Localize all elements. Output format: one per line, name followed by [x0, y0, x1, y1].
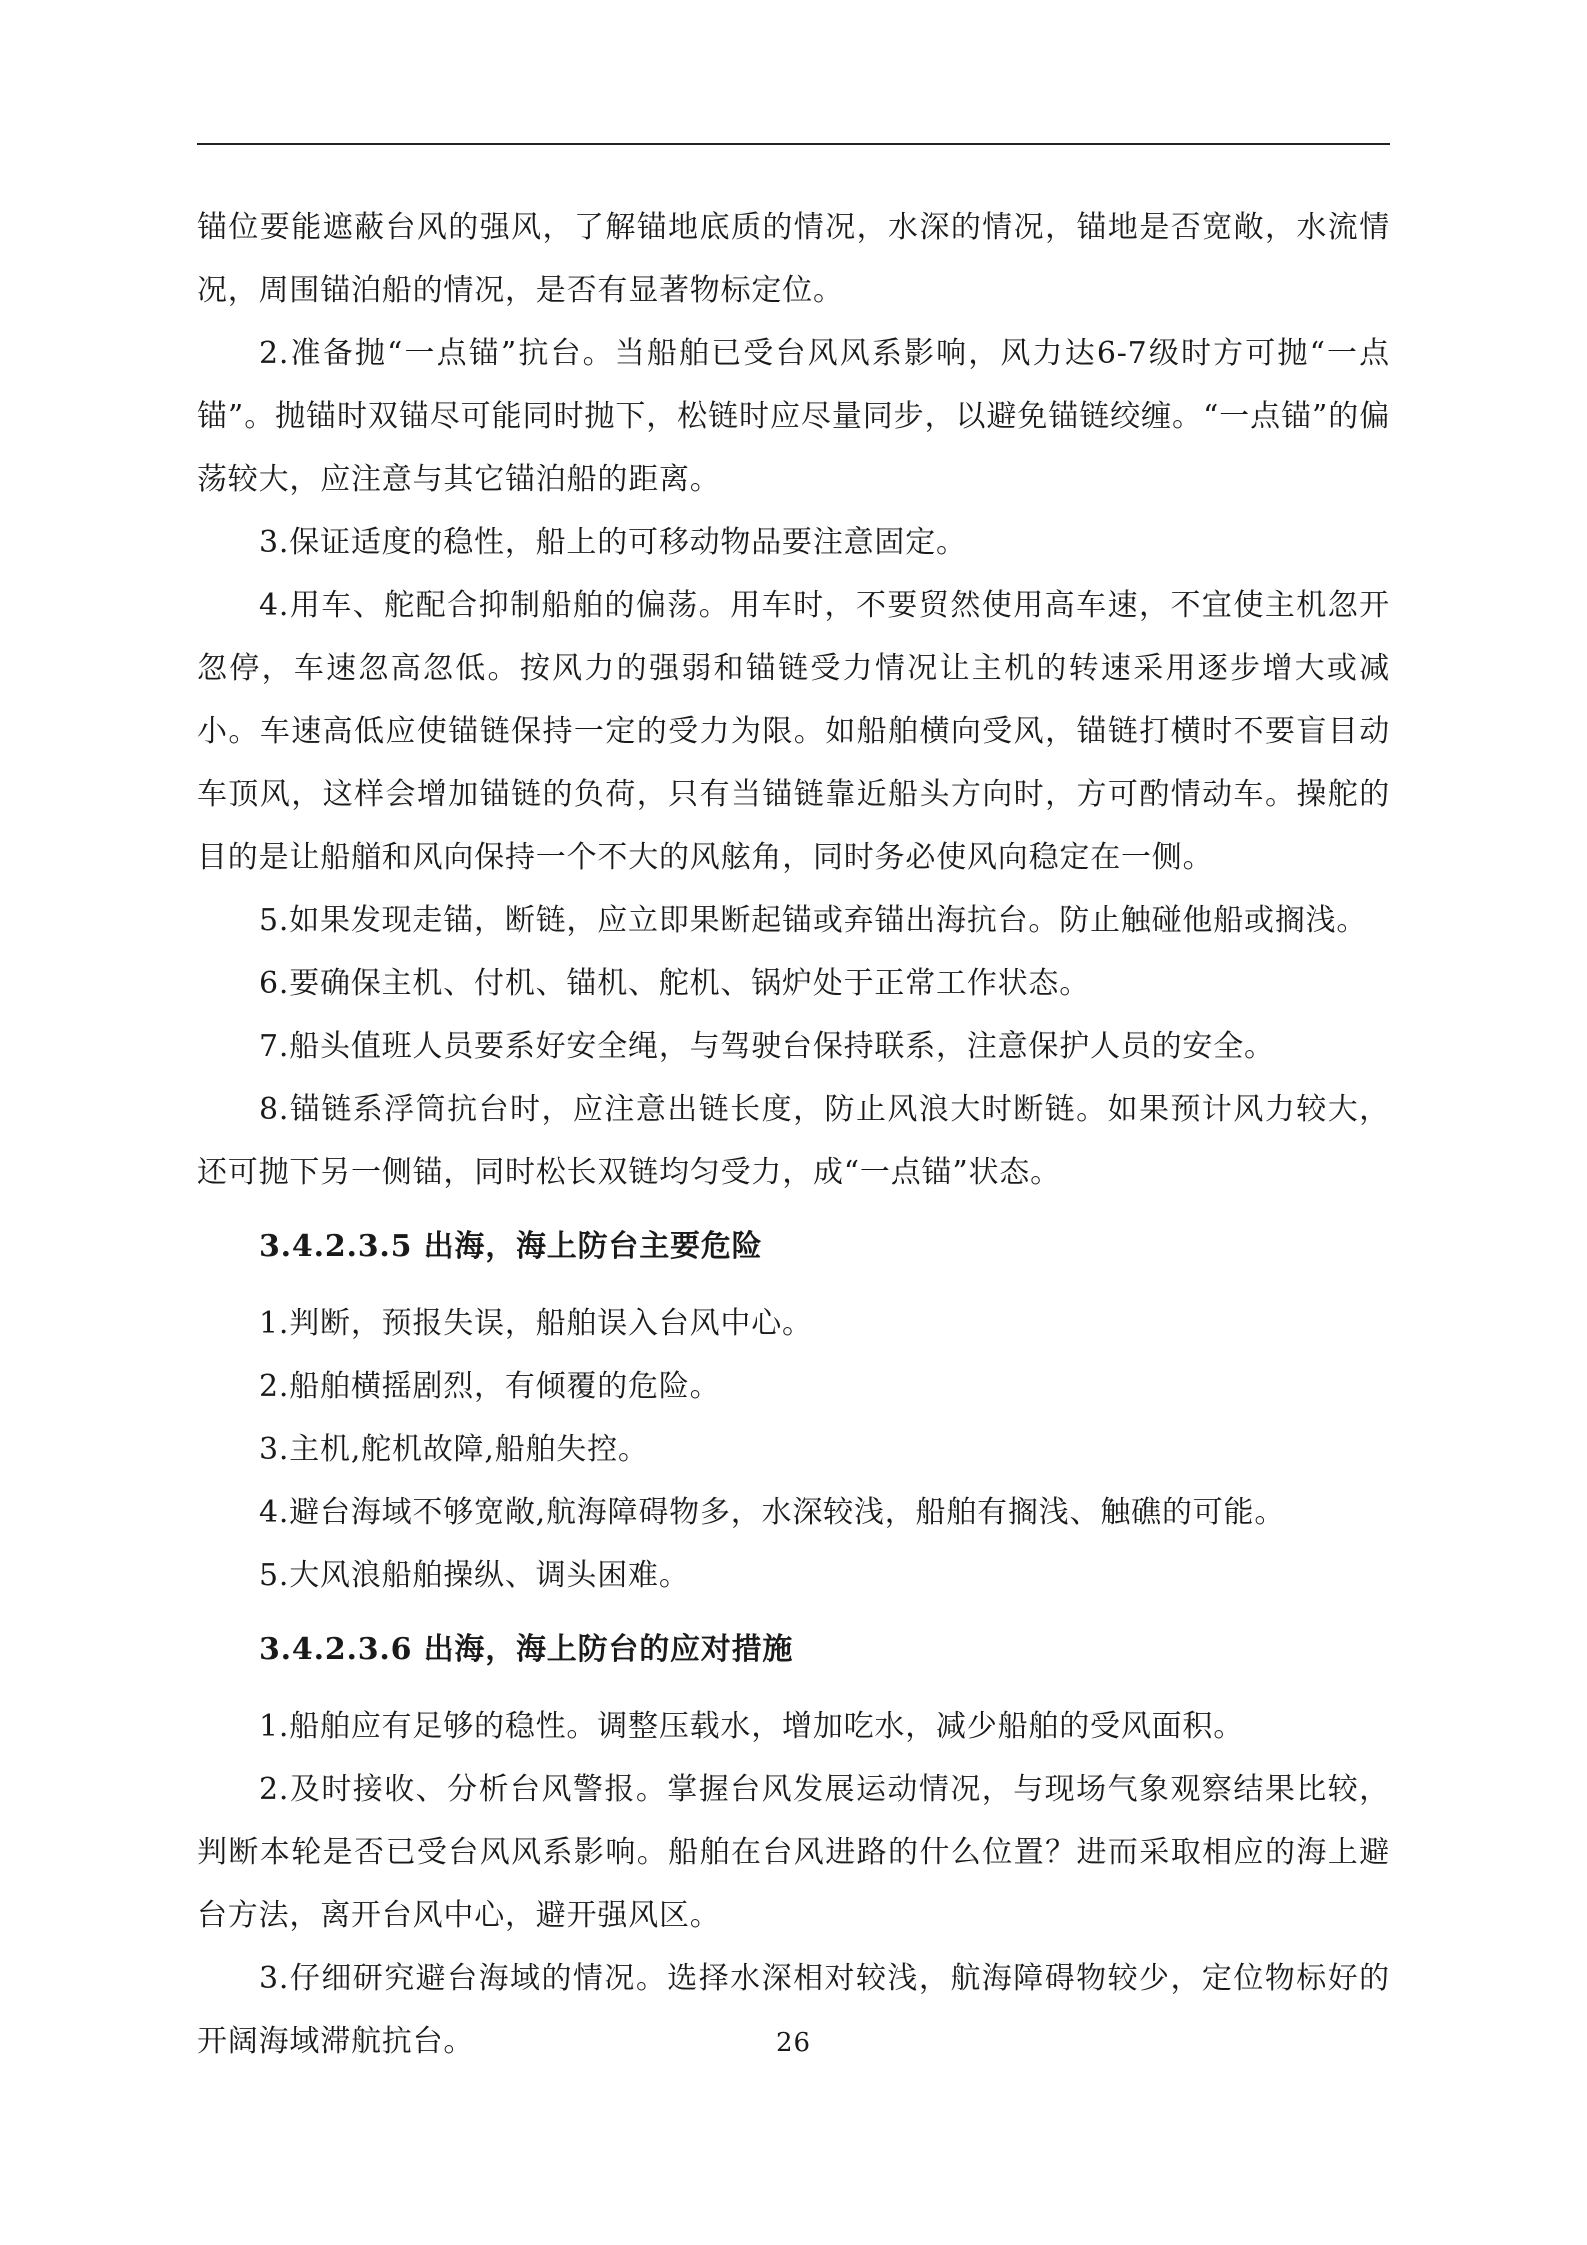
- paragraph: 2.船舶横摇剧烈，有倾覆的危险。: [259, 1369, 721, 1404]
- body-text: [197, 196, 1390, 2073]
- paragraph: 5.如果发现走锚，断链，应立即果断起锚或弃锚出海抗台。防止触碰他船或搁浅。: [259, 903, 1368, 938]
- paragraph: 2.准备抛“一点锚”抗台。当船舶已受台风风系影响，风力达6-7级时方可抛“一点锚”。抛锚时双锚尽可能同时抛下，松链时应尽量同步，以避免锚链绞缠。“一点锚”的偏荡较大，应注意与其它锚泊船的距离。: [197, 336, 1390, 497]
- paragraph: 1.判断，预报失误，船舶误入台风中心。: [259, 1306, 813, 1341]
- paragraph: 锚位要能遮蔽台风的强风，了解锚地底质的情况，水深的情况，锚地是否宽敞，水流情况，周围锚泊船的情况，是否有显著物标定位。: [197, 210, 1390, 308]
- paragraph: 3.仔细研究避台海域的情况。选择水深相对较浅，航海障碍物较少，定位物标好的开阔海域滞航抗台。: [197, 1961, 1390, 2059]
- paragraph: 5.大风浪船舶操纵、调头困难。: [259, 1558, 690, 1593]
- paragraph: 1.船舶应有足够的稳性。调整压载水，增加吃水，减少船舶的受风面积。: [259, 1709, 1245, 1744]
- paragraph: 3.保证适度的稳性，船上的可移动物品要注意固定。: [259, 525, 967, 560]
- header-rule: [197, 143, 1390, 145]
- paragraph: 4.避台海域不够宽敞,航海障碍物多，水深较浅，船舶有搁浅、触礁的可能。: [259, 1495, 1286, 1530]
- paragraph: 4.用车、舵配合抑制船舶的偏荡。用车时，不要贸然使用高车速，不宜使主机忽开忽停，车速忽高忽低。按风力的强弱和锚链受力情况让主机的转速采用逐步增大或减小。车速高低应使锚链保持一定的受力为限。如船舶横向受风，锚链打横时不要盲目动车顶风，这样会增加锚链的负荷，只有当锚链靠近船头方向时，方可酌情动车。操舵的目的是让船艏和风向保持一个不大的风舷角，同时务必使风向稳定在一侧。: [197, 588, 1390, 875]
- paragraph: 8.锚链系浮筒抗台时，应注意出链长度，防止风浪大时断链。如果预计风力较大，还可抛下另一侧锚，同时松长双链均匀受力，成“一点锚”状态。: [197, 1092, 1390, 1190]
- paragraph: 7.船头值班人员要系好安全绳，与驾驶台保持联系，注意保护人员的安全。: [259, 1029, 1275, 1064]
- paragraph: 3.主机,舵机故障,船舶失控。: [259, 1432, 649, 1467]
- section-heading: 3.4.2.3.5 出海，海上防台主要危险: [259, 1229, 763, 1264]
- paragraph: 6.要确保主机、付机、锚机、舵机、锅炉处于正常工作状态。: [259, 966, 1091, 1001]
- section-heading: 3.4.2.3.6 出海，海上防台的应对措施: [259, 1632, 794, 1667]
- page-number: 26: [775, 2028, 812, 2058]
- paragraph: 2.及时接收、分析台风警报。掌握台风发展运动情况，与现场气象观察结果比较，判断本轮是否已受台风风系影响。船舶在台风进路的什么位置？进而采取相应的海上避台方法，离开台风中心，避开强风区。: [197, 1772, 1390, 1933]
